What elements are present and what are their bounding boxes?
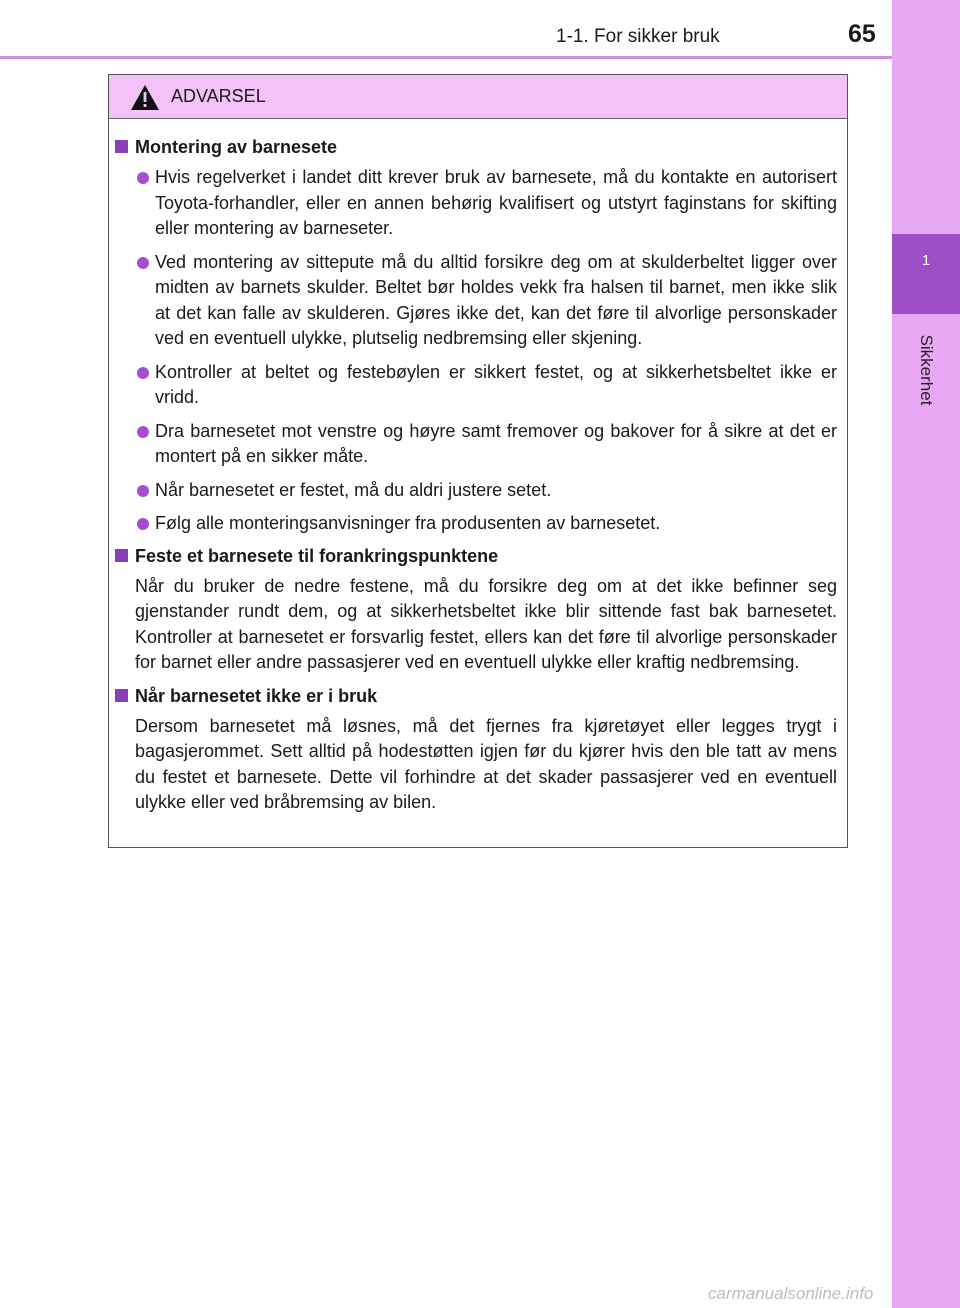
list-item: Kontroller at beltet og festebøylen er sikkert festet, og at sikkerhetsbeltet ikke er vridd.	[115, 360, 837, 411]
list-item: Hvis regelverket i landet ditt krever bruk av barnesete, må du kontakte en autorisert Toyota-forhandler, eller en annen behørig kvalifisert og utstyrt faginstans for skifting eller montering av barneseter.	[115, 165, 837, 242]
section-paragraph: Dersom barnesetet må løsnes, må det fjernes fra kjøretøyet eller legges trygt i bagasjerommet. Sett alltid på hodestøtten igjen før du kjører hvis den ble tatt av mens du festet et barnesete. Dette vil forhindre at det skader passasjerer ved en eventuell ulykke eller ved bråbremsing av bilen.	[135, 715, 837, 812]
warning-title: ADVARSEL	[171, 86, 266, 106]
chapter-number: 1	[921, 252, 931, 269]
round-bullet-icon	[137, 485, 149, 497]
round-bullet-icon	[137, 426, 149, 438]
section-title-not-in-use: Når barnesetet ikke er i bruk	[115, 683, 837, 709]
section-reference: 1-1. For sikker bruk	[556, 26, 720, 47]
chapter-label: Sikkerhet	[917, 334, 936, 406]
page-number: 65	[848, 20, 876, 48]
warning-body	[109, 119, 847, 816]
round-bullet-icon	[137, 172, 149, 184]
square-bullet-icon	[115, 549, 128, 562]
warning-box	[108, 74, 848, 848]
side-strip	[892, 0, 960, 1308]
chapter-tab[interactable]	[892, 234, 960, 314]
section-title-anchors: Feste et barnesete til forankringspunktene	[115, 543, 837, 569]
warning-triangle-icon	[130, 84, 160, 116]
square-bullet-icon	[115, 140, 128, 153]
list-item: Dra barnesetet mot venstre og høyre samt fremover og bakover for å sikre at det er montert på en sikker måte.	[115, 419, 837, 470]
square-bullet-icon	[115, 689, 128, 702]
list-item: Når barnesetet er festet, må du aldri justere setet.	[115, 478, 837, 504]
section-title-mounting: Montering av barnesete	[115, 134, 837, 160]
watermark: carmanualsonline.info	[708, 1284, 874, 1303]
list-item: Følg alle monteringsanvisninger fra produsenten av barnesetet.	[115, 511, 837, 537]
section-paragraph: Når du bruker de nedre festene, må du forsikre deg om at det ikke befinner seg gjenstander rundt dem, og at sikkerhetsbeltet ikke blir sittende fast bak barnesetet. Kontroller at barnesetet er forsvarlig festet, ellers kan det føre til alvorlige personskader for barnet eller andre passasjerer ved en eventuell ulykke eller kraftig nedbremsing.	[135, 575, 837, 672]
header-divider	[0, 56, 892, 59]
warning-header	[109, 75, 847, 119]
round-bullet-icon	[137, 518, 149, 530]
round-bullet-icon	[137, 367, 149, 379]
list-item: Ved montering av sittepute må du alltid forsikre deg om at skulderbeltet ligger over midten av barnets skulder. Beltet bør holdes vekk fra halsen til barnet, men ikke slik at det kan falle av skulderen. Gjøres ikke det, kan det føre til alvorlige personskader ved en eventuell ulykke, plutselig nedbremsing eller skjening.	[115, 250, 837, 352]
round-bullet-icon	[137, 257, 149, 269]
